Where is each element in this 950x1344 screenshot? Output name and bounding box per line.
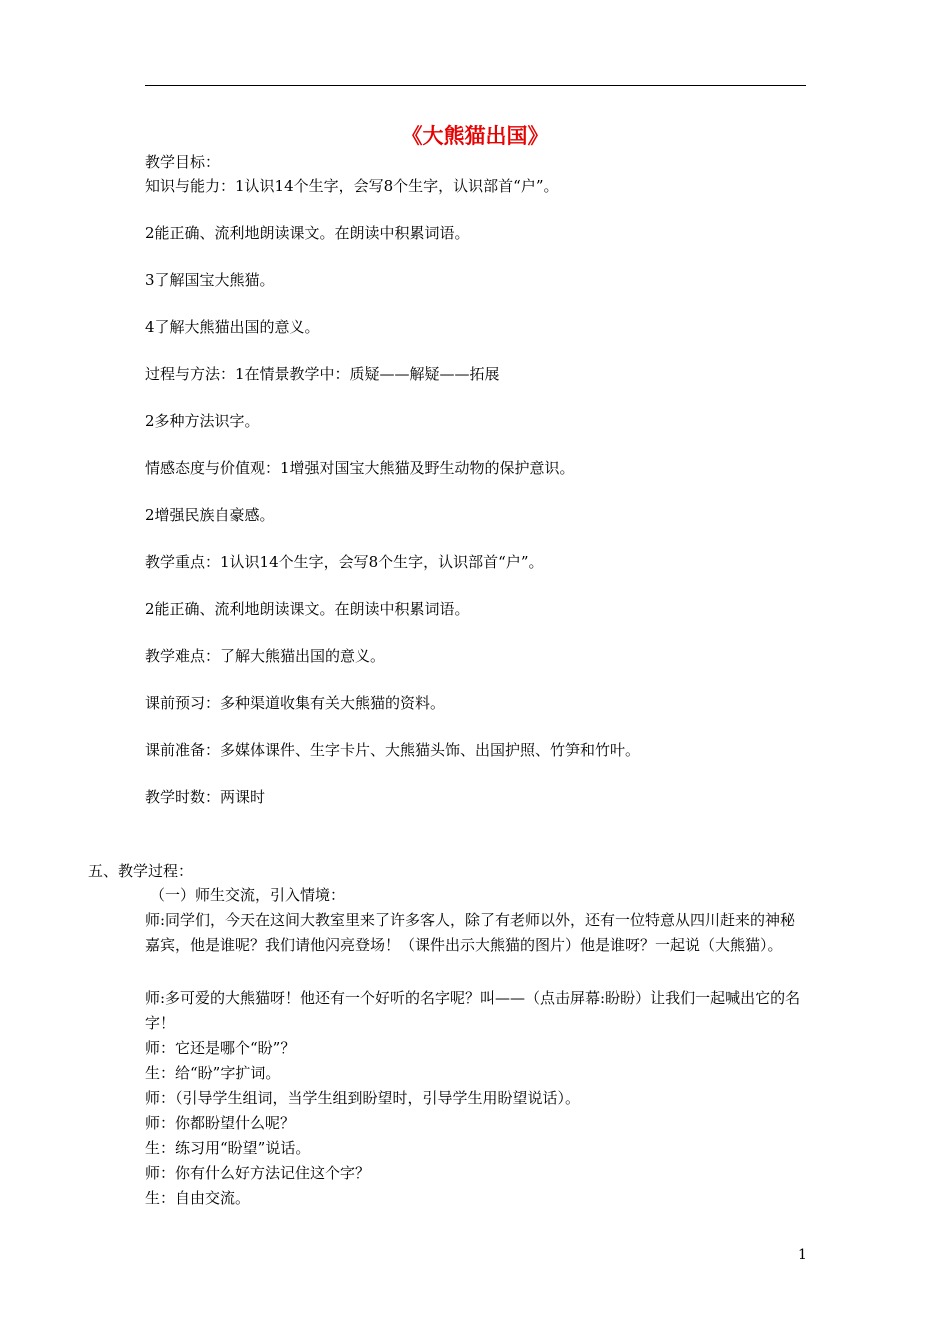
objective-line: 课前准备：多媒体课件、生字卡片、大熊猫头饰、出国护照、竹笋和竹叶。 (145, 741, 641, 759)
objective-line: 2能正确、流利地朗读课文。在朗读中积累词语。 (145, 600, 470, 618)
objective-line: 4了解大熊猫出国的意义。 (145, 318, 320, 336)
objective-line: 知识与能力：1认识14个生字，会写8个生字，认识部首“户”。 (145, 177, 559, 195)
dialogue-line: 师：（引导学生组词，当学生组到盼望时，引导学生用盼望说话）。 (145, 1089, 581, 1107)
objective-line: 课前预习：多种渠道收集有关大熊猫的资料。 (145, 694, 446, 712)
dialogue-line: 生：自由交流。 (145, 1189, 251, 1207)
dialogue-line: 师：你有什么好方法记住这个字？ (145, 1164, 371, 1182)
document-title: 《大熊猫出国》 (401, 124, 549, 148)
process-subheading: （一）师生交流，引入情境： (150, 886, 346, 904)
header-rule (145, 85, 806, 86)
dialogue-line: 师：它还是哪个“盼”？ (145, 1039, 296, 1057)
dialogue-line: 师：你都盼望什么呢？ (145, 1114, 296, 1132)
objective-line: 教学重点：1认识14个生字，会写8个生字，认识部首“户”。 (145, 553, 544, 571)
objective-line: 2增强民族自豪感。 (145, 506, 275, 524)
objective-line: 2多种方法识字。 (145, 412, 260, 430)
dialogue-line: 生：给“盼”字扩词。 (145, 1064, 281, 1082)
dialogue-paragraph: 师:同学们，今天在这间大教室里来了许多客人，除了有老师以外，还有一位特意从四川赶来的神秘嘉宾，他是谁呢？我们请他闪亮登场！（课件出示大熊猫的图片）他是谁呀？一起说（大熊猫）。 (145, 911, 796, 954)
page-number: 1 (798, 1247, 807, 1263)
objectives-heading: 教学目标： (145, 153, 221, 171)
objective-line: 3了解国宝大熊猫。 (145, 271, 275, 289)
process-heading: 五、教学过程： (88, 862, 194, 880)
dialogue-line: 生：练习用“盼望”说话。 (145, 1139, 311, 1157)
objective-line: 教学时数：两课时 (145, 788, 266, 806)
dialogue-paragraph: 师:多可爱的大熊猫呀！他还有一个好听的名字呢？叫——（点击屏幕:盼盼）让我们一起喊出它的名字！ (145, 989, 801, 1032)
objective-line: 教学难点：了解大熊猫出国的意义。 (145, 647, 386, 665)
objective-line: 情感态度与价值观：1增强对国宝大熊猫及野生动物的保护意识。 (145, 459, 575, 477)
objective-line: 2能正确、流利地朗读课文。在朗读中积累词语。 (145, 224, 470, 242)
objective-line: 过程与方法：1在情景教学中：质疑——解疑——拓展 (145, 365, 500, 383)
